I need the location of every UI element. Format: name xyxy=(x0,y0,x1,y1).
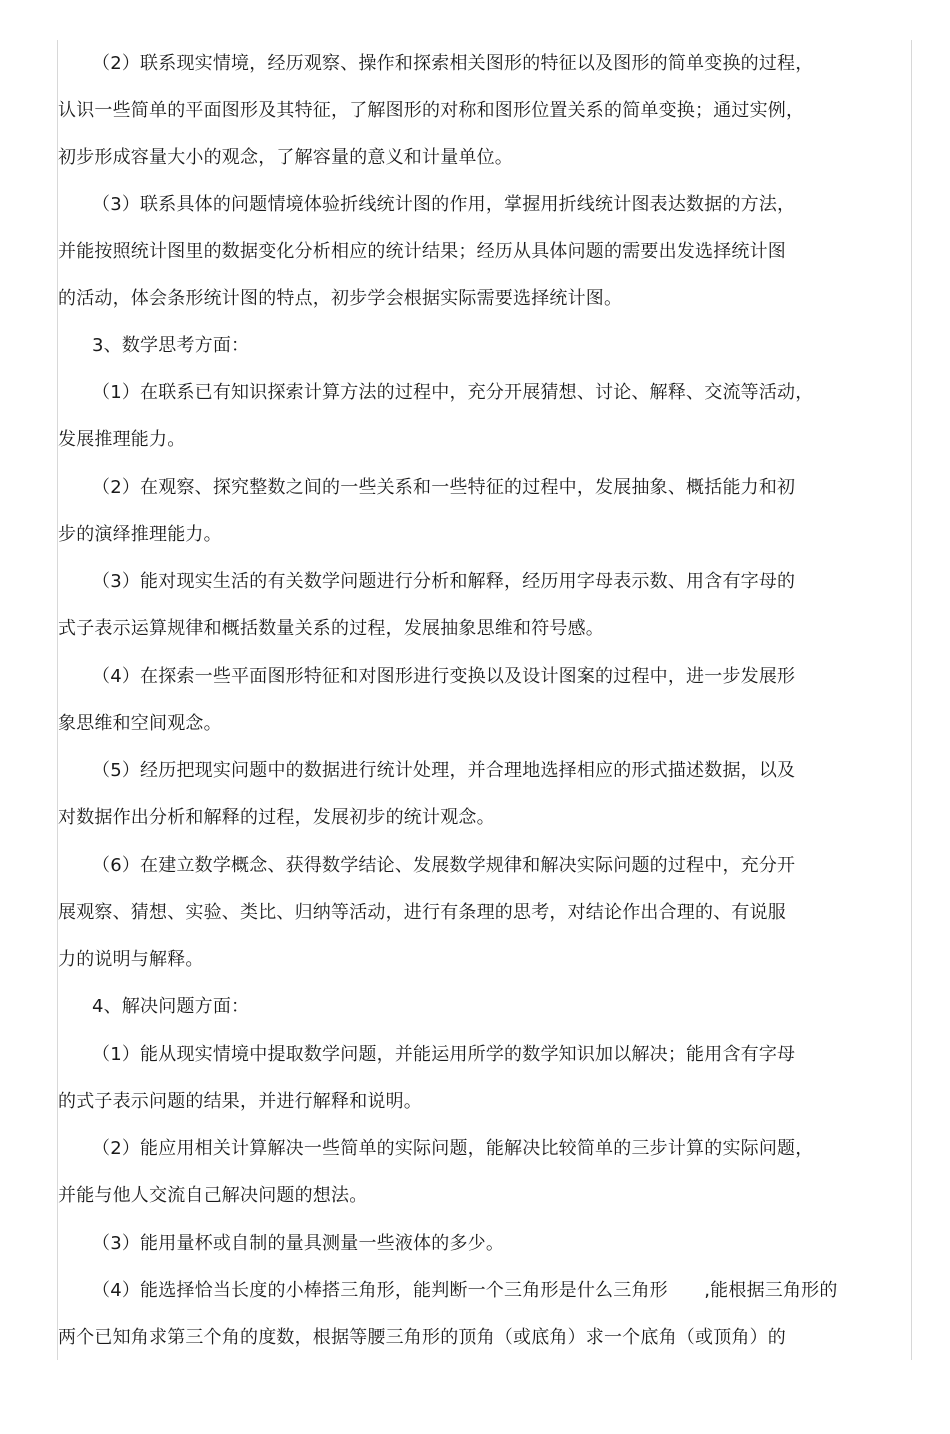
text-line: 的活动，体会条形统计图的特点，初步学会根据实际需要选择统计图。 xyxy=(58,288,623,309)
text-line: 步的演绎推理能力。 xyxy=(58,524,222,545)
text-line: （6）在建立数学概念、获得数学结论、发展数学规律和解决实际问题的过程中，充分开 xyxy=(92,855,796,876)
text-line: 象思维和空间观念。 xyxy=(58,713,222,734)
section-heading: 3、数学思考方面： xyxy=(92,335,250,356)
text-line: （3）联系具体的问题情境体验折线统计图的作用，掌握用折线统计图表达数据的方法， xyxy=(92,194,796,215)
text-line: 并能与他人交流自己解决问题的想法。 xyxy=(58,1185,368,1206)
text-line: （2）联系现实情境，经历观察、操作和探索相关图形的特征以及图形的简单变换的过程， xyxy=(92,53,814,74)
text-line: 并能按照统计图里的数据变化分析相应的统计结果；经历从具体问题的需要出发选择统计图 xyxy=(58,241,786,262)
text-line: 认识一些简单的平面图形及其特征，了解图形的对称和图形位置关系的简单变换；通过实例， xyxy=(58,100,805,121)
text-line: （1）在联系已有知识探索计算方法的过程中，充分开展猜想、讨论、解释、交流等活动， xyxy=(92,382,814,403)
section-heading: 4、解决问题方面： xyxy=(92,996,250,1017)
text-line: 的式子表示问题的结果，并进行解释和说明。 xyxy=(58,1091,422,1112)
text-line: （4）在探索一些平面图形特征和对图形进行变换以及设计图案的过程中，进一步发展形 xyxy=(92,666,796,687)
left-margin-rule xyxy=(57,40,58,1360)
text-line: 展观察、猜想、实验、类比、归纳等活动，进行有条理的思考，对结论作出合理的、有说服 xyxy=(58,902,786,923)
text-line: 式子表示运算规律和概括数量关系的过程，发展抽象思维和符号感。 xyxy=(58,618,604,639)
text-line: （2）在观察、探究整数之间的一些关系和一些特征的过程中，发展抽象、概括能力和初 xyxy=(92,477,796,498)
text-line: （3）能用量杯或自制的量具测量一些液体的多少。 xyxy=(92,1233,505,1254)
text-line: 力的说明与解释。 xyxy=(58,949,204,970)
text-line: （2）能应用相关计算解决一些简单的实际问题，能解决比较简单的三步计算的实际问题， xyxy=(92,1138,814,1159)
text-line: 对数据作出分析和解释的过程，发展初步的统计观念。 xyxy=(58,807,495,828)
text-line: （3）能对现实生活的有关数学问题进行分析和解释，经历用字母表示数、用含有字母的 xyxy=(92,571,796,592)
text-line: 两个已知角求第三个角的度数，根据等腰三角形的顶角（或底角）求一个底角（或顶角）的 xyxy=(58,1327,786,1348)
text-line: （5）经历把现实问题中的数据进行统计处理，并合理地选择相应的形式描述数据，以及 xyxy=(92,760,796,781)
text-line: （1）能从现实情境中提取数学问题，并能运用所学的数学知识加以解决；能用含有字母 xyxy=(92,1044,796,1065)
text-line: 初步形成容量大小的观念，了解容量的意义和计量单位。 xyxy=(58,147,513,168)
text-line: 发展推理能力。 xyxy=(58,429,186,450)
right-margin-rule xyxy=(911,40,912,1360)
text-line: （4）能选择恰当长度的小棒搭三角形，能判断一个三角形是什么三角形 ,能根据三角形的 xyxy=(92,1280,838,1301)
